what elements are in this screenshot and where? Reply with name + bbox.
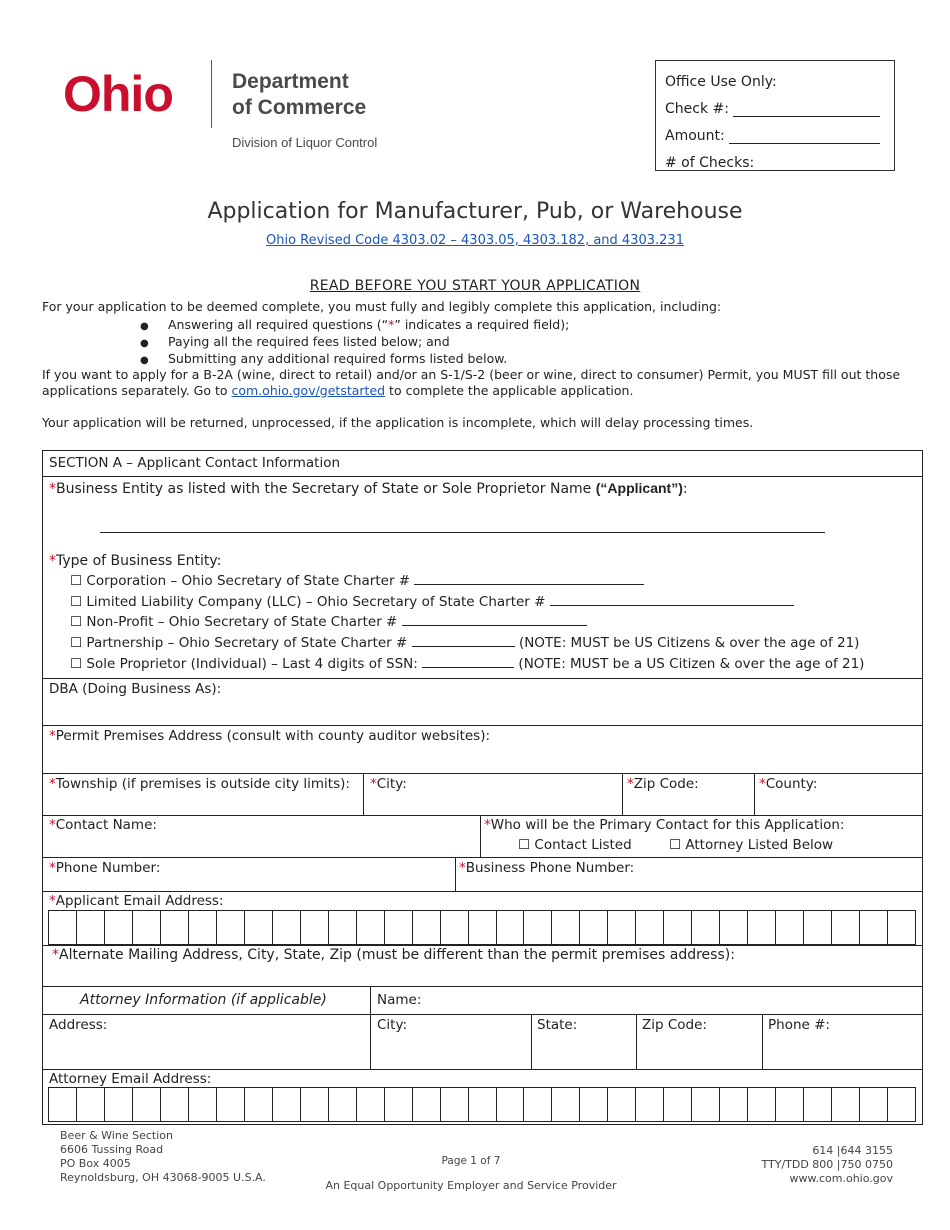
divider xyxy=(636,1014,637,1069)
email-char-box[interactable] xyxy=(273,911,301,944)
num-checks-field[interactable] xyxy=(758,155,880,171)
attorney-heading: Attorney Information (if applicable) xyxy=(80,992,327,1008)
email-char-box[interactable] xyxy=(860,911,888,944)
email-char-box[interactable] xyxy=(636,911,664,944)
email-char-box[interactable] xyxy=(469,1088,497,1121)
email-char-box[interactable] xyxy=(357,1088,385,1121)
email-char-box[interactable] xyxy=(664,1088,692,1121)
email-char-box[interactable] xyxy=(580,911,608,944)
check-number-row: Check #: xyxy=(665,90,885,117)
email-char-box[interactable] xyxy=(385,1088,413,1121)
email-char-box[interactable] xyxy=(413,1088,441,1121)
email-char-box[interactable] xyxy=(524,1088,552,1121)
email-char-box[interactable] xyxy=(608,911,636,944)
getstarted-link[interactable]: com.ohio.gov/getstarted xyxy=(231,383,386,398)
email-char-box[interactable] xyxy=(888,1088,915,1121)
check-number-field[interactable] xyxy=(733,101,880,117)
instructions-intro: For your application to be deemed complete, you must fully and legibly complete this application, including: xyxy=(42,299,722,314)
section-a-title: SECTION A – Applicant Contact Information xyxy=(49,455,341,471)
email-char-box[interactable] xyxy=(720,1088,748,1121)
email-char-box[interactable] xyxy=(804,911,832,944)
divider xyxy=(42,857,923,858)
bullet-forms: ● Submitting any additional required forms listed below. xyxy=(140,351,508,366)
applicant-email-boxes[interactable] xyxy=(48,910,916,945)
office-use-box xyxy=(655,60,895,171)
email-char-box[interactable] xyxy=(413,911,441,944)
premises-address-label: *Permit Premises Address (consult with county auditor websites): xyxy=(49,728,491,744)
division-name: Division of Liquor Control xyxy=(232,135,378,150)
email-char-box[interactable] xyxy=(441,911,469,944)
amount-field[interactable] xyxy=(729,128,880,144)
email-char-box[interactable] xyxy=(77,911,105,944)
partnership-charter-field[interactable] xyxy=(412,634,515,647)
email-char-box[interactable] xyxy=(860,1088,888,1121)
footer-contact: 614 |644 3155 TTY/TDD 800 |750 0750 www.com.ohio.gov xyxy=(690,1144,893,1186)
footer-website[interactable]: www.com.ohio.gov xyxy=(789,1172,893,1185)
divider xyxy=(754,773,755,815)
email-char-box[interactable] xyxy=(161,911,189,944)
email-char-box[interactable] xyxy=(77,1088,105,1121)
dba-label: DBA (Doing Business As): xyxy=(49,681,222,697)
divider xyxy=(42,725,923,726)
email-char-box[interactable] xyxy=(524,911,552,944)
attorney-email-label: Attorney Email Address: xyxy=(49,1071,212,1087)
email-char-box[interactable] xyxy=(469,911,497,944)
email-char-box[interactable] xyxy=(49,911,77,944)
email-char-box[interactable] xyxy=(105,1088,133,1121)
township-label: *Township (if premises is outside city limits): xyxy=(49,776,350,792)
email-char-box[interactable] xyxy=(832,911,860,944)
business-entity-label: *Business Entity as listed with the Secretary of State or Sole Proprietor Name (“Applicant”): xyxy=(49,480,688,497)
email-char-box[interactable] xyxy=(189,911,217,944)
instructions-b2a-line1: If you want to apply for a B-2A (wine, direct to retail) and/or an S-1/S-2 (beer or wine, direct to consumer) Permit, you MUST fill out those xyxy=(42,367,901,382)
divider xyxy=(531,1014,532,1069)
corporation-charter-field[interactable] xyxy=(414,572,644,585)
email-char-box[interactable] xyxy=(329,1088,357,1121)
office-use-title: Office Use Only: xyxy=(665,74,777,90)
email-char-box[interactable] xyxy=(245,1088,273,1121)
email-char-box[interactable] xyxy=(692,1088,720,1121)
entity-option-llc[interactable]: ☐ Limited Liability Company (LLC) – Ohio Secretary of State Charter # xyxy=(70,593,794,611)
divider xyxy=(480,815,481,857)
dept-name-line2: of Commerce xyxy=(232,96,367,119)
zip-label: *Zip Code: xyxy=(627,776,699,792)
llc-charter-field[interactable] xyxy=(550,593,794,606)
attorney-phone-label: Phone #: xyxy=(768,1017,830,1033)
email-char-box[interactable] xyxy=(217,911,245,944)
email-char-box[interactable] xyxy=(329,911,357,944)
amount-row: Amount: xyxy=(665,117,885,144)
email-char-box[interactable] xyxy=(105,911,133,944)
business-type-label: *Type of Business Entity: xyxy=(49,553,222,569)
primary-contact-label: *Who will be the Primary Contact for this Application: xyxy=(484,817,845,833)
entity-option-sole-proprietor[interactable]: ☐ Sole Proprietor (Individual) – Last 4 digits of SSN: (NOTE: MUST be a US Citizen & over the age of 21) xyxy=(70,656,865,672)
divider xyxy=(370,986,371,1069)
email-char-box[interactable] xyxy=(888,911,915,944)
attorney-zip-label: Zip Code: xyxy=(642,1017,707,1033)
instructions-heading: READ BEFORE YOU START YOUR APPLICATION xyxy=(309,278,641,294)
divider xyxy=(42,773,923,774)
email-char-box[interactable] xyxy=(692,911,720,944)
attorney-state-label: State: xyxy=(537,1017,578,1033)
email-char-box[interactable] xyxy=(776,911,804,944)
email-char-box[interactable] xyxy=(133,911,161,944)
email-char-box[interactable] xyxy=(133,1088,161,1121)
attorney-city-label: City: xyxy=(377,1017,408,1033)
instructions-b2a-line2: applications separately. Go to com.ohio.gov/getstarted to complete the applicable application. xyxy=(42,383,634,398)
page-number: Page 1 of 7 xyxy=(441,1155,501,1167)
email-char-box[interactable] xyxy=(664,911,692,944)
business-phone-label: *Business Phone Number: xyxy=(459,860,635,876)
ohio-logo: Ohio xyxy=(63,66,173,122)
email-char-box[interactable] xyxy=(552,911,580,944)
email-char-box[interactable] xyxy=(497,911,525,944)
instructions-warning: Your application will be returned, unprocessed, if the application is incomplete, which will delay processing times. xyxy=(42,415,754,430)
email-char-box[interactable] xyxy=(301,1088,329,1121)
equal-opportunity: An Equal Opportunity Employer and Service Provider xyxy=(325,1179,617,1192)
attorney-address-label: Address: xyxy=(49,1017,108,1033)
revised-code-link[interactable]: Ohio Revised Code 4303.02 – 4303.05, 4303.182, and 4303.231 xyxy=(266,233,684,248)
phone-label: *Phone Number: xyxy=(49,860,161,876)
city-label: *City: xyxy=(370,776,407,792)
email-char-box[interactable] xyxy=(301,911,329,944)
email-char-box[interactable] xyxy=(385,911,413,944)
email-char-box[interactable] xyxy=(636,1088,664,1121)
nonprofit-charter-field[interactable] xyxy=(402,613,587,626)
email-char-box[interactable] xyxy=(217,1088,245,1121)
email-char-box[interactable] xyxy=(748,911,776,944)
dept-name-line1: Department xyxy=(232,70,349,93)
alternate-mailing-label: *Alternate Mailing Address, City, State, Zip (must be different than the permit premises address): xyxy=(52,947,735,963)
email-char-box[interactable] xyxy=(497,1088,525,1121)
num-checks-row: # of Checks: xyxy=(665,144,885,171)
divider xyxy=(622,773,623,815)
bullet-required-questions: ● Answering all required questions (“*” indicates a required field); xyxy=(140,317,570,332)
ssn-last4-field[interactable] xyxy=(422,655,514,668)
email-char-box[interactable] xyxy=(580,1088,608,1121)
email-char-box[interactable] xyxy=(245,911,273,944)
attorney-listed-checkbox[interactable]: ☐ Attorney Listed Below xyxy=(669,837,834,853)
entity-option-partnership[interactable]: ☐ Partnership – Ohio Secretary of State Charter # (NOTE: MUST be US Citizens & over the age of 21) xyxy=(70,635,860,651)
county-label: *County: xyxy=(759,776,818,792)
business-entity-field[interactable] xyxy=(100,532,825,533)
divider xyxy=(42,986,923,987)
email-char-box[interactable] xyxy=(804,1088,832,1121)
email-char-box[interactable] xyxy=(608,1088,636,1121)
email-char-box[interactable] xyxy=(273,1088,301,1121)
footer-address: Beer & Wine Section 6606 Tussing Road PO Box 4005 Reynoldsburg, OH 43068-9005 U.S.A. xyxy=(60,1129,266,1184)
page-title: Application for Manufacturer, Pub, or Warehouse xyxy=(207,199,743,224)
email-char-box[interactable] xyxy=(189,1088,217,1121)
entity-option-nonprofit[interactable]: ☐ Non-Profit – Ohio Secretary of State Charter # xyxy=(70,613,587,631)
divider xyxy=(363,773,364,815)
divider xyxy=(762,1014,763,1069)
contact-listed-checkbox[interactable]: ☐ Contact Listed xyxy=(518,837,632,853)
entity-option-corporation[interactable]: ☐ Corporation – Ohio Secretary of State Charter # xyxy=(70,572,644,590)
email-char-box[interactable] xyxy=(720,911,748,944)
email-char-box[interactable] xyxy=(441,1088,469,1121)
logo-divider xyxy=(211,60,212,128)
applicant-email-label: *Applicant Email Address: xyxy=(49,893,224,909)
email-char-box[interactable] xyxy=(776,1088,804,1121)
attorney-name-label: Name: xyxy=(377,992,422,1008)
email-char-box[interactable] xyxy=(832,1088,860,1121)
email-char-box[interactable] xyxy=(357,911,385,944)
email-char-box[interactable] xyxy=(552,1088,580,1121)
email-char-box[interactable] xyxy=(49,1088,77,1121)
contact-name-label: *Contact Name: xyxy=(49,817,157,833)
divider xyxy=(42,476,923,477)
divider xyxy=(455,857,456,891)
divider xyxy=(42,1014,923,1015)
attorney-email-boxes[interactable] xyxy=(48,1087,916,1122)
email-char-box[interactable] xyxy=(748,1088,776,1121)
email-char-box[interactable] xyxy=(161,1088,189,1121)
bullet-fees: ● Paying all the required fees listed below; and xyxy=(140,334,450,349)
